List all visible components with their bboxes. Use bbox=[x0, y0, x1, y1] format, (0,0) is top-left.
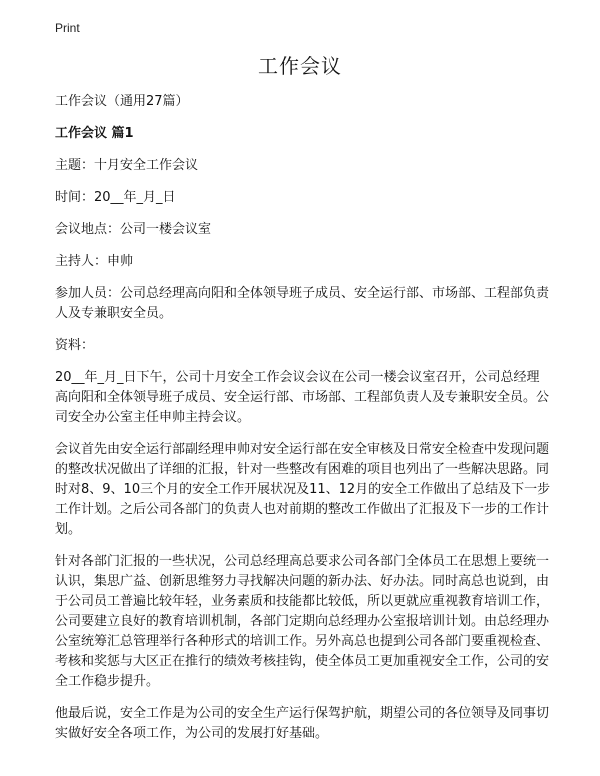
body-paragraph: 会议首先由安全运行部副经理申帅对安全运行部在安全审核及日常安全检查中发现问题的整改状况做出了详细的汇报，针对一些整改有困难的项目也列出了一些解决思路。同时对8、9、10三个月的安全工作开展状况及11、12月的安全工作做出了总结及下一步工作计划。之后公司各部门的负责人也对前期的整改工作做出了汇报及下一步的工作计划。 bbox=[55, 442, 551, 537]
print-link[interactable]: Print bbox=[55, 21, 80, 35]
document-body bbox=[55, 92, 551, 756]
body-paragraph: 20__年_月_日下午，公司十月安全工作会议会议在公司一楼会议室召开，公司总经理高向阳和全体领导班子成员、安全运行部、市场部、工程部负责人及专兼职安全员。公司安全办公室主任申帅主持会议。 bbox=[55, 370, 550, 425]
document-title: 工作会议 bbox=[258, 54, 342, 78]
meeting-location: 会议地点：公司一楼会议室 bbox=[55, 222, 212, 237]
meeting-attendees: 参加人员：公司总经理高向阳和全体领导班子成员、安全运行部、市场部、工程部负责人及专兼职安全员。 bbox=[55, 286, 550, 321]
meeting-topic: 主题：十月安全工作会议 bbox=[55, 158, 199, 173]
body-paragraph: 针对各部门汇报的一些状况，公司总经理高总要求公司各部门全体员工在思想上要统一认识，集思广益、创新思维努力寻找解决问题的新办法、好办法。同时高总也说到，由于公司员工普遍比较年轻，业务素质和技能都比较低，所以更就应重视教育培训工作，公司要建立良好的教育培训机制，各部门定期向总经理办公室报培训计划。由总经理办公室统筹汇总管理举行各种形式的培训工作。另外高总也提到公司各部门要重视检查、考核和奖惩与大区正在推行的绩效考核挂钩，使全体员工更加重视安全工作，公司的安全工作稳步提升。 bbox=[55, 554, 550, 689]
materials-label: 资料： bbox=[55, 338, 95, 353]
document-subtitle: 工作会议（通用27篇） bbox=[55, 94, 189, 109]
meeting-time: 时间：20__年_月_日 bbox=[55, 190, 176, 205]
body-paragraph: 他最后说，安全工作是为公司的安全生产运行保驾护航，期望公司的各位领导及同事切实做好安全各项工作，为公司的发展打好基础。 bbox=[55, 706, 550, 741]
section-heading: 工作会议 篇1 bbox=[55, 126, 134, 141]
meeting-host: 主持人：申帅 bbox=[55, 254, 134, 269]
